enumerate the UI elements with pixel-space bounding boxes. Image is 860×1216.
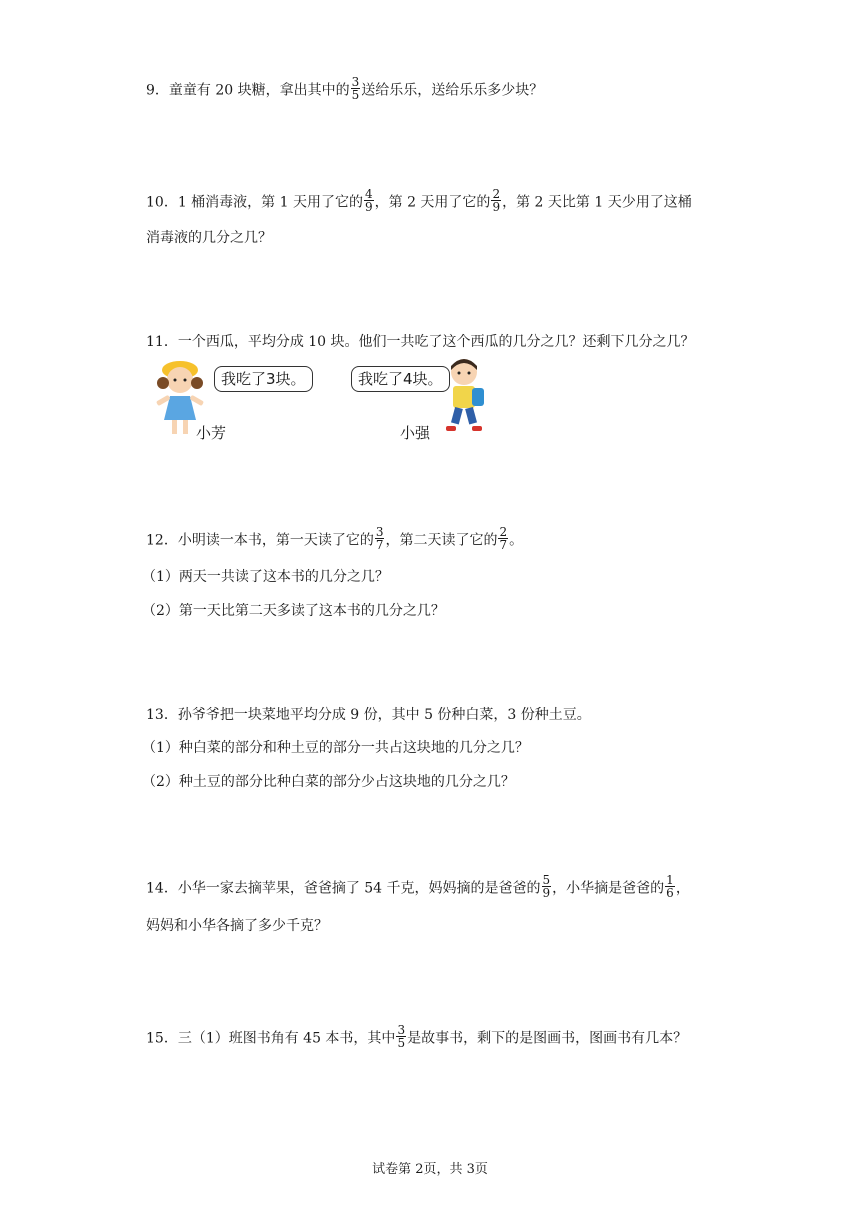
boy-illustration <box>438 356 490 438</box>
question-11: 11．一个西瓜，平均分成 10 块。他们一共吃了这个西瓜的几分之几？还剩下几分之几？ <box>146 334 695 350</box>
girl-name-label: 小芳 <box>196 424 227 442</box>
question-13-part-2: （2）种土豆的部分比种白菜的部分少占这块地的几分之几？ <box>142 774 515 790</box>
question-15: 15．三（1）班图书角有 45 本书，其中 $\frac{3}{5}$ 是故事书，剩下的是图画书，图画书有几本？ <box>146 1023 688 1050</box>
question-10-line2: 消毒液的几分之几？ <box>146 230 272 246</box>
fraction: $\frac{1}{6}$ <box>666 873 674 900</box>
question-9: 9．童童有 20 块糖，拿出其中的 $\frac{3}{5}$ 送给乐乐，送给乐乐多少块？ <box>146 75 544 102</box>
boy-speech-bubble: 我吃了4块。 <box>351 366 450 392</box>
question-14: 14．小华一家去摘苹果，爸爸摘了 54 千克，妈妈摘的是爸爸的 $\frac{5}{9}$ ，小华摘是爸爸的 $\frac{1}{6}$ ， <box>146 873 690 900</box>
question-13-part-1: （1）种白菜的部分和种土豆的部分一共占这块地的几分之几？ <box>142 740 529 756</box>
page-footer: 试卷第 2页，共 3页 <box>372 1162 488 1177</box>
question-10: 10．1 桶消毒液，第 1 天用了它的 $\frac{4}{9}$ ，第 2 天用了它的 $\frac{2}{9}$ ，第 2 天比第 1 天少用了这桶 <box>146 187 692 214</box>
question-12-part-2: （2）第一天比第二天多读了这本书的几分之几？ <box>142 603 445 619</box>
fraction: $\frac{3}{5}$ <box>351 75 360 102</box>
question-12: 12．小明读一本书，第一天读了它的 $\frac{3}{7}$ ，第二天读了它的 $\frac{2}{7}$ 。 <box>146 525 524 552</box>
fraction: $\frac{2}{7}$ <box>499 525 508 552</box>
fraction: $\frac{4}{9}$ <box>364 187 373 214</box>
boy-name-label: 小强 <box>400 424 431 442</box>
fraction: $\frac{3}{5}$ <box>397 1023 406 1050</box>
question-12-part-1: （1）两天一共读了这本书的几分之几？ <box>142 569 389 585</box>
fraction: $\frac{3}{7}$ <box>375 525 384 552</box>
question-13: 13．孙爷爷把一块菜地平均分成 9 份，其中 5 份种白菜，3 份种土豆。 <box>146 707 591 723</box>
fraction: $\frac{5}{9}$ <box>542 873 551 900</box>
fraction: $\frac{2}{9}$ <box>492 187 501 214</box>
girl-speech-bubble: 我吃了3块。 <box>214 366 313 392</box>
question-14-line2: 妈妈和小华各摘了多少千克？ <box>146 918 328 934</box>
